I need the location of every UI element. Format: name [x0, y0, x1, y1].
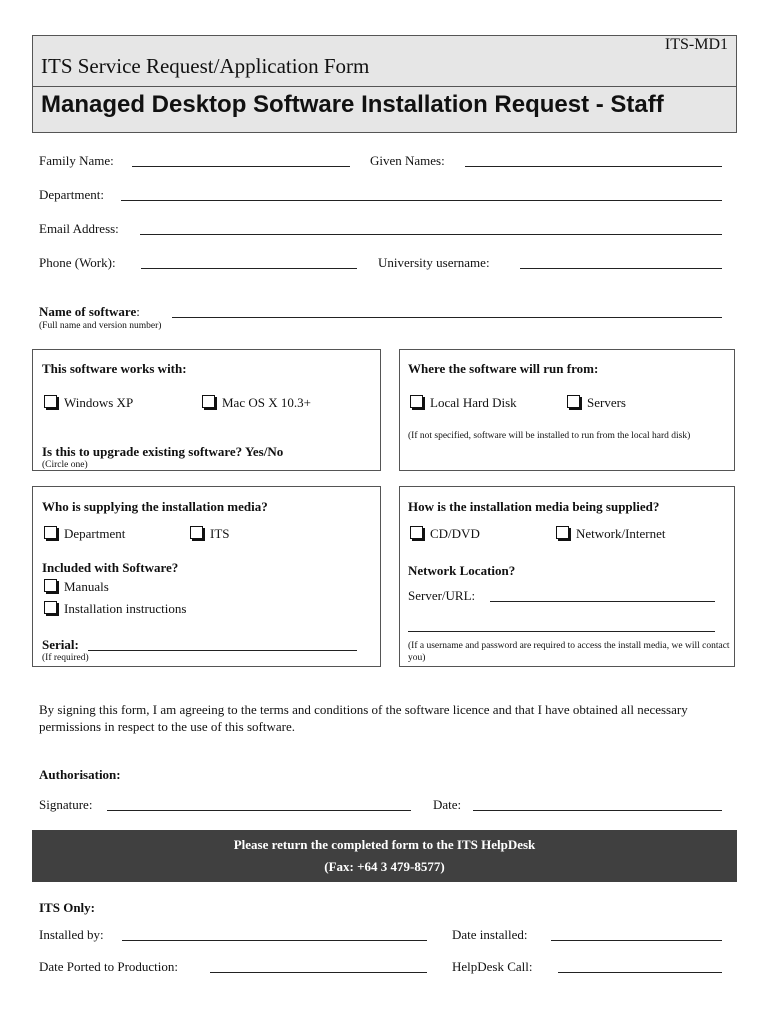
run-from-note: (If not specified, software will be installed to run from the local hard disk): [408, 431, 691, 441]
given-names-label: Given Names:: [370, 153, 445, 168]
form-title: Managed Desktop Software Installation Request - Staff: [41, 91, 664, 118]
serial-label: Serial:: [42, 637, 79, 652]
phone-field[interactable]: [141, 254, 357, 269]
serial-field[interactable]: [88, 636, 357, 651]
local-disk-option[interactable]: [410, 395, 517, 411]
run-from-box: [399, 349, 735, 471]
email-field[interactable]: [140, 220, 722, 235]
instructions-label: Installation instructions: [64, 601, 187, 616]
department-option-label: Department: [64, 526, 126, 541]
instructions-checkbox[interactable]: [44, 601, 57, 614]
form-superscript: ITS Service Request/Application Form: [41, 54, 370, 78]
signature-field[interactable]: [107, 796, 411, 811]
software-name-label: [39, 304, 140, 320]
upgrade-note: (Circle one): [42, 460, 88, 470]
network-checkbox[interactable]: [556, 526, 569, 539]
servers-checkbox[interactable]: [567, 395, 580, 408]
header-divider: [33, 86, 736, 87]
its-only-heading: ITS Only:: [39, 900, 95, 915]
instructions-option[interactable]: [44, 601, 186, 617]
installed-by-label: Installed by:: [39, 927, 104, 942]
software-name-text: Name of software: [39, 304, 137, 319]
form-header: [32, 35, 737, 133]
username-field[interactable]: [520, 254, 722, 269]
authorisation-heading: Authorisation:: [39, 767, 121, 782]
return-banner: [32, 830, 737, 882]
media-supplier-box: [32, 486, 381, 667]
mac-os-label: Mac OS X 10.3+: [222, 395, 311, 410]
department-checkbox[interactable]: [44, 526, 57, 539]
auth-date-field[interactable]: [473, 796, 722, 811]
manuals-option[interactable]: [44, 579, 109, 595]
its-checkbox[interactable]: [190, 526, 203, 539]
given-names-field[interactable]: [465, 152, 722, 167]
windows-xp-option[interactable]: [44, 395, 133, 411]
banner-line-1: Please return the completed form to the ITS HelpDesk: [233, 837, 536, 852]
signature-label: Signature:: [39, 797, 93, 812]
upgrade-question[interactable]: Is this to upgrade existing software? Yes/No: [42, 444, 284, 459]
network-label: Network/Internet: [576, 526, 666, 541]
mac-os-checkbox[interactable]: [202, 395, 215, 408]
agreement-text: By signing this form, I am agreeing to the terms and conditions of the software licence and that I have obtained all necessary permissions in respect to the use of this software.: [39, 702, 688, 734]
media-how-heading: How is the installation media being supplied?: [408, 499, 660, 514]
servers-option[interactable]: [567, 395, 626, 411]
cd-dvd-label: CD/DVD: [430, 526, 480, 541]
local-disk-checkbox[interactable]: [410, 395, 423, 408]
included-heading: Included with Software?: [42, 560, 179, 575]
email-label: Email Address:: [39, 221, 119, 236]
its-option-label: ITS: [210, 526, 230, 541]
date-ported-label: Date Ported to Production:: [39, 959, 179, 974]
mac-os-option[interactable]: [202, 395, 311, 411]
server-url-field[interactable]: [490, 587, 715, 602]
its-option[interactable]: [190, 526, 230, 542]
department-label: Department:: [39, 187, 104, 202]
software-name-field[interactable]: [172, 303, 722, 318]
form-code: ITS-MD1: [664, 36, 728, 53]
works-with-heading: This software works with:: [42, 361, 187, 376]
software-name-colon: :: [136, 304, 140, 319]
software-name-note: (Full name and version number): [39, 321, 162, 331]
department-field[interactable]: [121, 186, 722, 201]
network-option[interactable]: [556, 526, 666, 542]
family-name-label: Family Name:: [39, 153, 114, 168]
installed-by-field[interactable]: [122, 926, 427, 941]
cd-dvd-option[interactable]: [410, 526, 480, 542]
helpdesk-call-field[interactable]: [558, 958, 722, 973]
cd-dvd-checkbox[interactable]: [410, 526, 423, 539]
windows-xp-checkbox[interactable]: [44, 395, 57, 408]
windows-xp-label: Windows XP: [64, 395, 134, 410]
manuals-checkbox[interactable]: [44, 579, 57, 592]
username-label: University username:: [378, 255, 490, 270]
date-installed-label: Date installed:: [452, 927, 528, 942]
media-supplier-heading: Who is supplying the installation media?: [42, 499, 268, 514]
date-ported-field[interactable]: [210, 958, 427, 973]
network-location-heading: Network Location?: [408, 563, 516, 578]
local-disk-label: Local Hard Disk: [430, 395, 517, 410]
auth-date-label: Date:: [433, 797, 462, 812]
server-url-label: Server/URL:: [408, 588, 476, 603]
family-name-field[interactable]: [132, 152, 350, 167]
media-how-box: [399, 486, 735, 667]
manuals-label: Manuals: [64, 579, 109, 594]
run-from-heading: Where the software will run from:: [408, 361, 599, 376]
helpdesk-call-label: HelpDesk Call:: [452, 959, 533, 974]
server-url-field-2[interactable]: [408, 617, 715, 632]
department-option[interactable]: [44, 526, 125, 542]
date-installed-field[interactable]: [551, 926, 722, 941]
servers-label: Servers: [587, 395, 626, 410]
phone-label: Phone (Work):: [39, 255, 116, 270]
serial-note: (If required): [42, 653, 89, 663]
works-with-box: [32, 349, 381, 471]
banner-line-2: (Fax: +64 3 479-8577): [324, 859, 445, 874]
media-how-note: (If a username and password are required to access the install media, we will contact you): [408, 641, 730, 663]
